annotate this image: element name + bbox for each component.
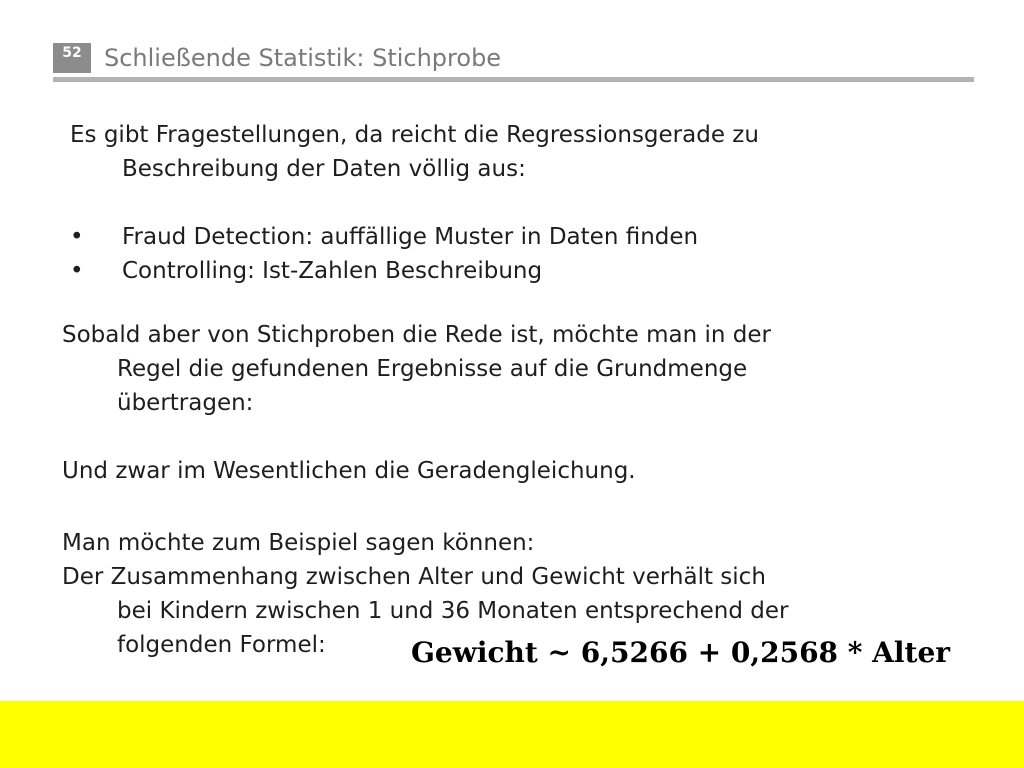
bullet-item	[70, 220, 698, 254]
paragraph-line: Sobald aber von Stichproben die Rede ist, möchte man in der	[62, 322, 772, 348]
paragraph-line: Der Zusammenhang zwischen Alter und Gewicht verhält sich	[62, 564, 766, 590]
bullet-text: Controlling: Ist-Zahlen Beschreibung	[122, 258, 543, 284]
intro-paragraph	[70, 118, 759, 186]
paragraph-line: Man möchte zum Beispiel sagen können:	[62, 530, 535, 556]
paragraph-stichproben	[62, 318, 771, 420]
regression-formula: Gewicht ~ 6,5266 + 0,2568 * Alter	[411, 636, 951, 669]
bullet-item	[70, 254, 698, 288]
paragraph-line: Regel die gefundenen Ergebnisse auf die Grundmenge	[117, 356, 748, 382]
paragraph-line: übertragen:	[117, 390, 254, 416]
footer-band	[0, 701, 1024, 768]
paragraph-geradengleichung: Und zwar im Wesentlichen die Geradengleichung.	[62, 458, 636, 484]
intro-line-2: Beschreibung der Daten völlig aus:	[122, 156, 526, 182]
title-divider	[53, 77, 974, 82]
slide-number-badge	[53, 43, 91, 73]
intro-line-1: Es gibt Fragestellungen, da reicht die Regressionsgerade zu	[70, 122, 759, 148]
bullet-text: Fraud Detection: auffällige Muster in Daten finden	[122, 224, 699, 250]
slide-number: 52	[62, 45, 82, 61]
bullet-icon: •	[70, 258, 84, 284]
bullet-list	[70, 220, 698, 288]
slide-title: Schließende Statistik: Stichprobe	[104, 44, 502, 72]
bullet-icon: •	[70, 224, 84, 250]
paragraph-line: bei Kindern zwischen 1 und 36 Monaten entsprechend der	[117, 598, 789, 624]
paragraph-line: folgenden Formel:	[117, 632, 326, 658]
